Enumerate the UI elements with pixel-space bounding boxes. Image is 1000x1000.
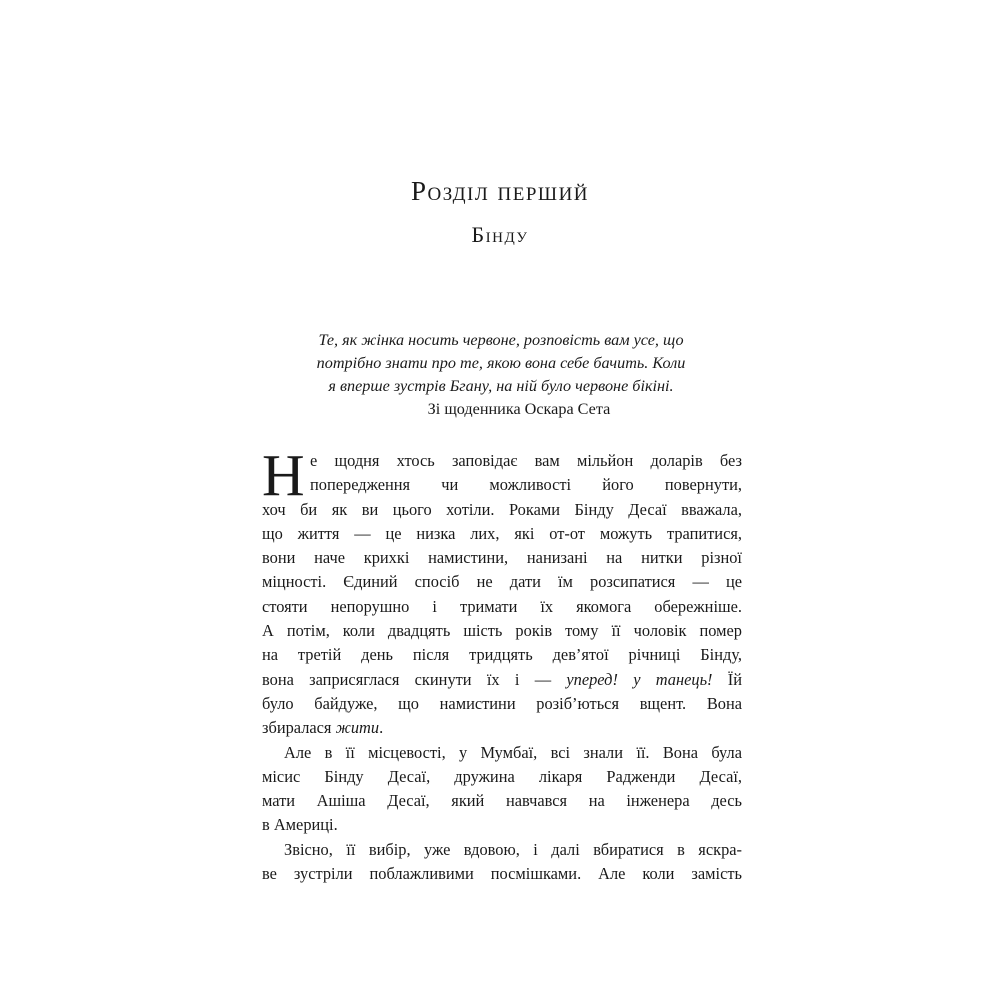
epigraph bbox=[265, 329, 737, 398]
paragraph-line: Але в її місцевості, у Мумбаї, всі знали її. Вона була bbox=[284, 742, 742, 762]
chapter-subtitle: Бінду bbox=[471, 222, 529, 247]
epigraph-source: Зі щоденника Оскара Сета bbox=[427, 400, 611, 418]
paragraph-line: Звісно, її вибір, уже вдовою, і далі вбиратися в яскра- bbox=[284, 839, 742, 859]
epigraph-line: Те, як жінка носить червоне, розповість вам усе, що bbox=[318, 331, 684, 349]
paragraph-line: мати Ашіша Десаї, який навчався на інженера десь bbox=[262, 791, 742, 811]
epigraph-line: потрібно знати про те, якою вона себе бачить. Коли bbox=[316, 354, 686, 372]
line-text: Їй bbox=[712, 669, 743, 689]
paragraph-line bbox=[262, 668, 742, 692]
paragraph-line: стояти непорушно і тримати їх якомога обережніше. bbox=[262, 596, 742, 616]
paragraph-line: ве зустріли поблажливими посмішками. Але коли замість bbox=[262, 864, 742, 884]
paragraph-line: в Америці. bbox=[262, 815, 338, 835]
emphasis-text: уперед! у танець! bbox=[566, 669, 713, 689]
epigraph-line: я вперше зустрів Бгану, на ній було червоне бікіні. bbox=[328, 377, 674, 395]
body-text bbox=[262, 442, 743, 886]
paragraph-line: вони наче крихкі намистини, нанизані на нитки різної bbox=[262, 548, 742, 568]
paragraph-line bbox=[262, 716, 742, 740]
paragraph-line: на третій день після тридцять дев’ятої річниці Бінду, bbox=[262, 645, 742, 665]
paragraph-line: А потім, коли двадцять шість років тому її чоловік помер bbox=[262, 621, 742, 641]
paragraph-line: попередження чи можливості його повернути, bbox=[310, 475, 742, 495]
paragraph-line: міцності. Єдиний спосіб не дати їм розсипатися — це bbox=[262, 572, 742, 592]
paragraph-line: хоч би як ви цього хотіли. Роками Бінду Десаї вважала, bbox=[262, 499, 742, 519]
line-text: вона заприсяглася скинути їх і — bbox=[262, 669, 567, 689]
paragraph-line: місис Бінду Десаї, дружина лікаря Радженди Десаї, bbox=[262, 766, 742, 786]
line-text: . bbox=[379, 718, 384, 738]
drop-cap: Н bbox=[262, 442, 305, 508]
paragraph-line: що життя — це низка лих, які от-от можуть трапитися, bbox=[262, 523, 742, 543]
paragraph-line: було байдуже, що намистини розіб’ються вщент. Вона bbox=[262, 693, 742, 713]
line-text: збиралася bbox=[262, 718, 336, 738]
emphasis-text: жити bbox=[335, 718, 380, 738]
paragraph-line: е щодня хтось заповідає вам мільйон доларів без bbox=[310, 451, 742, 470]
chapter-title: Розділ перший bbox=[410, 176, 590, 206]
